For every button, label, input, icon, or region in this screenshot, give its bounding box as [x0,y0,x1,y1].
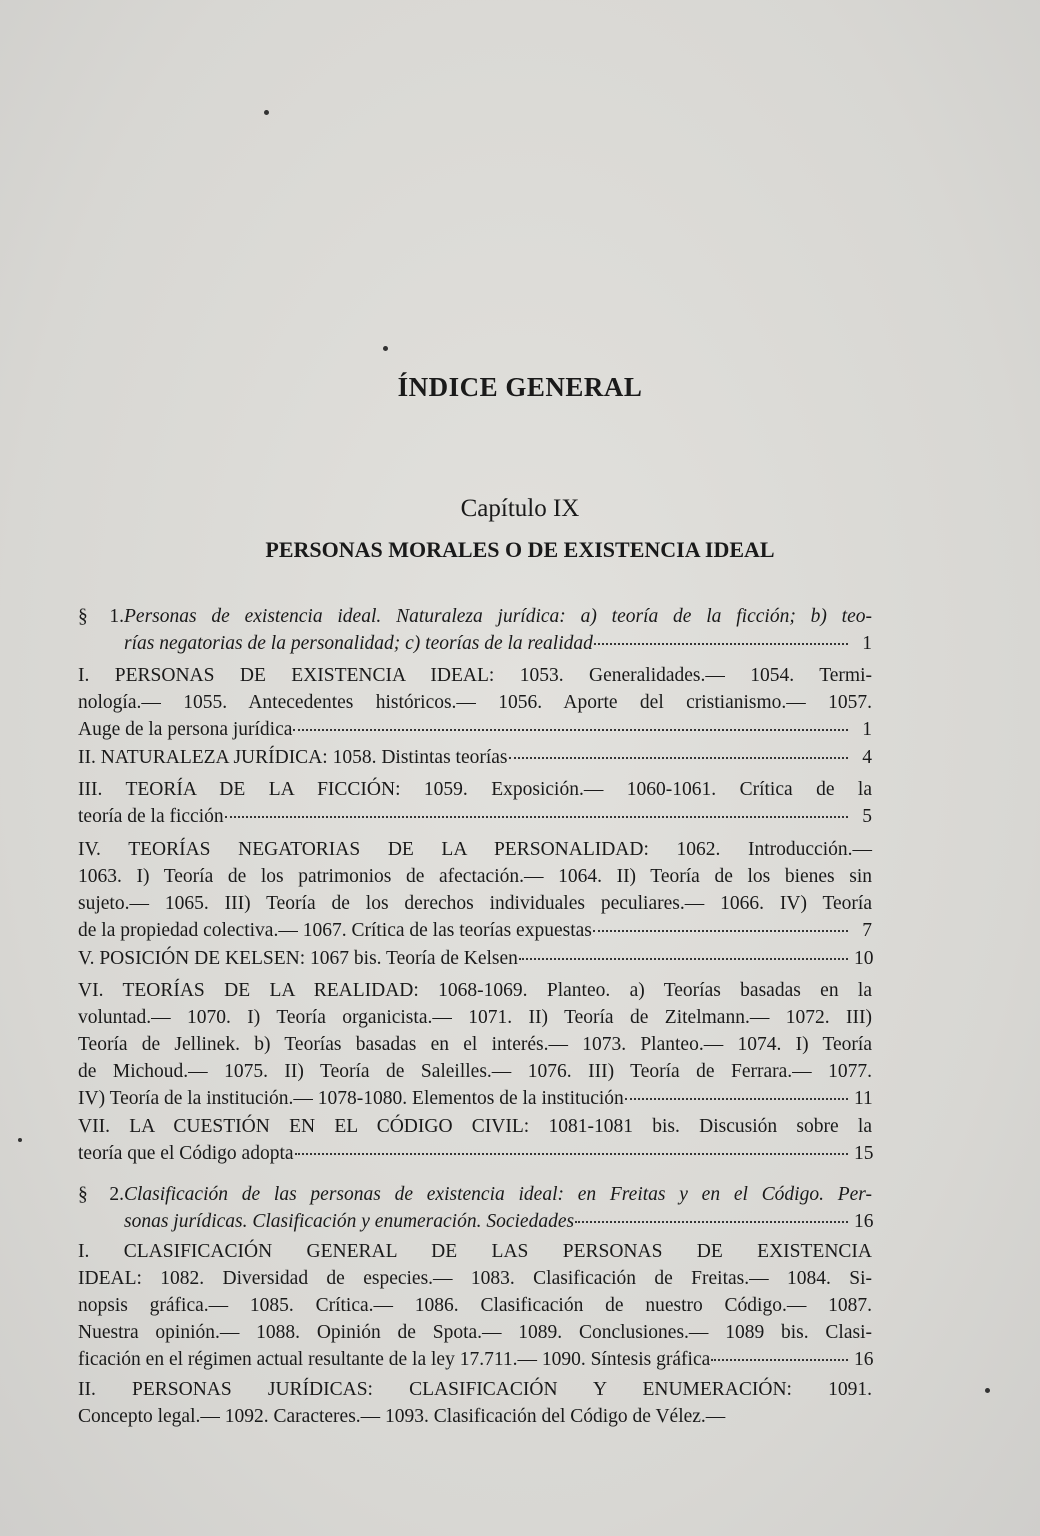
section-title-line: Personas de existencia ideal. Naturaleza jurídica: a) teoría de la ficción; b) teo- [124,606,872,627]
entry-line: Auge de la persona jurídica [78,719,293,740]
dot-leader [625,1097,848,1100]
speck [985,1388,990,1393]
page-number: 10 [854,948,874,969]
speck [264,110,269,115]
entry-line: Nuestra opinión.— 1088. Opinión de Spota.— 1089. Conclusiones.— 1089 bis. Clasi- [78,1322,872,1343]
bleed-through-text [60,90,960,176]
section-title-line: rías negatorias de la personalidad; c) teorías de la realidad [124,633,593,654]
entry-line: nología.— 1055. Antecedentes históricos.— 1056. Aporte del cristianismo.— 1057. [78,692,872,713]
entry-line: ficación en el régimen actual resultante de la ley 17.711.— 1090. Síntesis gráfica [78,1349,711,1370]
dot-leader [293,728,848,731]
entry-line: Concepto legal.— 1092. Caracteres.— 1093. Clasificación del Código de Vélez.— [78,1406,726,1427]
page-number: 4 [862,747,872,768]
entry-line: II. NATURALEZA JURÍDICA: 1058. Distintas teorías [78,747,508,768]
chapter-label: Capítulo IX [460,495,580,522]
dot-leader [711,1358,848,1361]
entry-line: VII. LA CUESTIÓN EN EL CÓDIGO CIVIL: 1081-1081 bis. Discusión sobre la [78,1116,872,1137]
page-number: 16 [854,1211,874,1232]
section-title-line: sonas jurídicas. Clasificación y enumeración. Sociedades [124,1211,575,1232]
toc-entry-iv [78,836,872,944]
entry-line: I. PERSONAS DE EXISTENCIA IDEAL: 1053. Generalidades.— 1054. Termi- [78,665,872,686]
toc-entry-personas-juridicas [78,1376,872,1430]
dot-leader [519,957,848,960]
dot-leader [295,1152,848,1155]
entry-line: VI. TEORÍAS DE LA REALIDAD: 1068-1069. Planteo. a) Teorías basadas en la [78,980,872,1001]
entry-line: IDEAL: 1082. Diversidad de especies.— 1083. Clasificación de Freitas.— 1084. Si- [78,1268,872,1289]
page-number: 11 [854,1088,873,1109]
page-number: 1 [862,719,872,740]
toc-entry-ii [78,744,872,771]
entry-line: IV. TEORÍAS NEGATORIAS DE LA PERSONALIDAD: 1062. Introducción.— [78,839,872,860]
toc-entry-vii [78,1113,872,1167]
page-number: 1 [862,633,872,654]
toc-section-1 [78,603,872,657]
chapter-title: PERSONAS MORALES O DE EXISTENCIA IDEAL [265,537,775,562]
entry-line: de la propiedad colectiva.— 1067. Crítica de las teorías expuestas [78,920,592,941]
page-number: 5 [862,806,872,827]
toc-entry-v [78,945,872,972]
dot-leader [225,815,848,818]
toc-entry-clasificacion [78,1238,872,1373]
entry-line: V. POSICIÓN DE KELSEN: 1067 bis. Teoría de Kelsen [78,948,518,969]
speck [383,346,388,351]
entry-line: teoría de la ficción [78,806,224,827]
toc-entry-vi [78,977,872,1112]
dot-leader [594,642,848,645]
dot-leader [509,756,848,759]
entry-line: 1063. I) Teoría de los patrimonios de afectación.— 1064. II) Teoría de los bienes sin [78,866,872,887]
dot-leader [575,1220,848,1223]
page-number: 15 [854,1143,874,1164]
entry-line: teoría que el Código adopta [78,1143,294,1164]
entry-line: II. PERSONAS JURÍDICAS: CLASIFICACIÓN Y ENUMERACIÓN: 1091. [78,1379,872,1400]
entry-line: de Michoud.— 1075. II) Teoría de Saleilles.— 1076. III) Teoría de Ferrara.— 1077. [78,1061,872,1082]
toc-entry-i [78,662,872,743]
speck [18,1138,22,1142]
section-number: § 1. [78,606,124,627]
entry-line: voluntad.— 1070. I) Teoría organicista.— 1071. II) Teoría de Zitelmann.— 1072. III) [78,1007,872,1028]
section-number: § 2. [78,1184,124,1205]
toc-entry-iii [78,776,872,830]
entry-line: IV) Teoría de la institución.— 1078-1080. Elementos de la institución [78,1088,624,1109]
entry-line: III. TEORÍA DE LA FICCIÓN: 1059. Exposición.— 1060-1061. Crítica de la [78,779,872,800]
toc-section-2 [78,1181,872,1235]
entry-line: I. CLASIFICACIÓN GENERAL DE LAS PERSONAS DE EXISTENCIA [78,1241,872,1262]
section-title-line: Clasificación de las personas de existencia ideal: en Freitas y en el Código. Per- [124,1184,872,1205]
entry-line: Teoría de Jellinek. b) Teorías basadas en el interés.— 1073. Planteo.— 1074. I) Teoría [78,1034,872,1055]
page-title: ÍNDICE GENERAL [397,372,643,402]
page-number: 16 [854,1349,874,1370]
dot-leader [593,929,848,932]
entry-line: nopsis gráfica.— 1085. Crítica.— 1086. Clasificación de nuestro Código.— 1087. [78,1295,872,1316]
page-number: 7 [862,920,872,941]
entry-line: sujeto.— 1065. III) Teoría de los derechos individuales peculiares.— 1066. IV) Teoría [78,893,872,914]
